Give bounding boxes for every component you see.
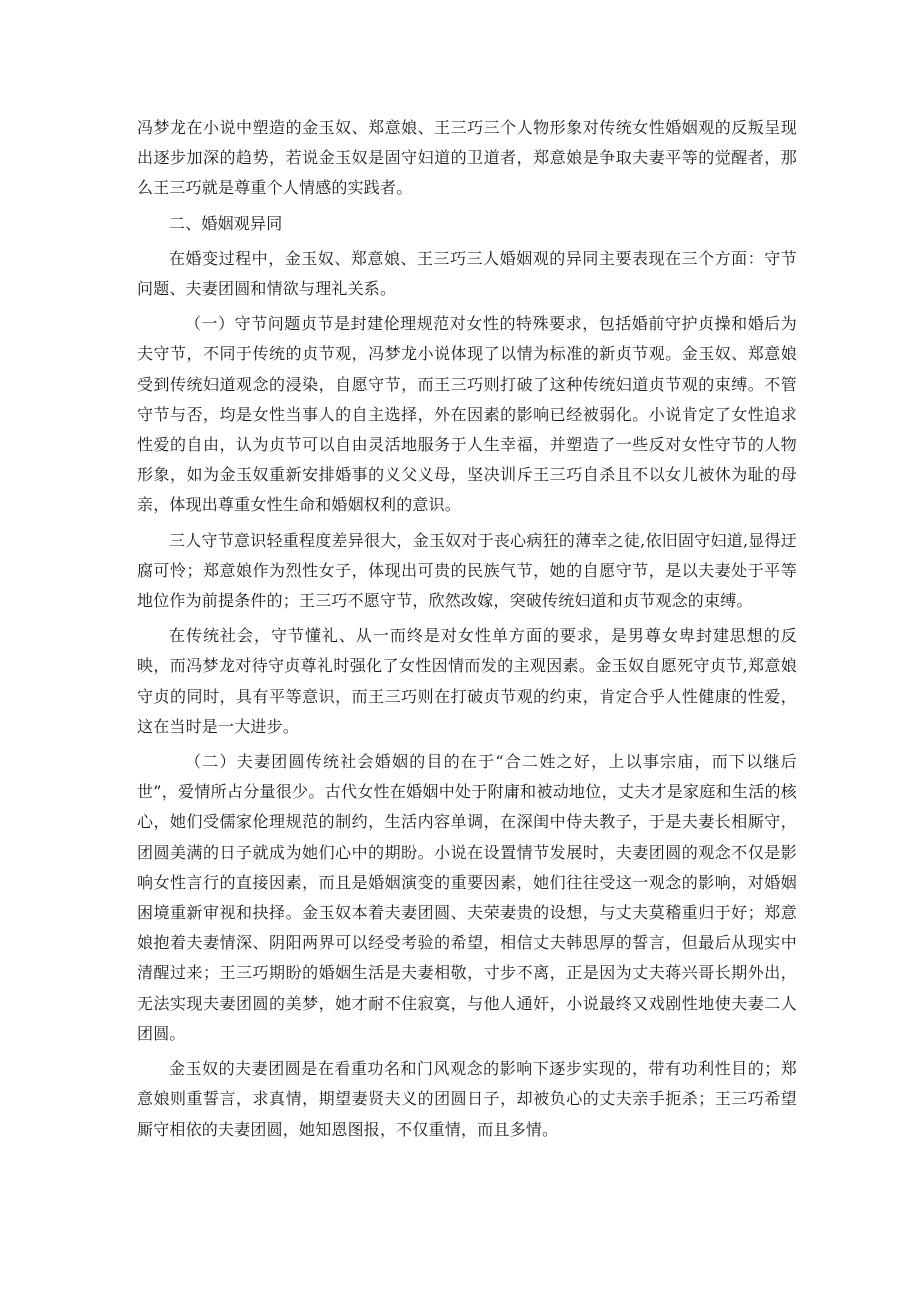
section-heading: 二、婚姻观异同 [169,213,283,233]
paragraph-reunion-comparison: 金玉奴的夫妻团圆是在看重功名和门风观念的影响下逐步实现的，带有功利性目的；郑意娘则重誓言，求真情，期望妻贤夫义的团圆日子，却被负心的丈夫亲手扼杀；王三巧希望厮守相依的夫妻团圆，她知恩图报，不仅重情，而且多情。 [137,1059,797,1139]
document-body [137,113,797,1150]
paragraph-chastity-comparison: 三人守节意识轻重程度差异很大，金玉奴对于丧心病狂的薄幸之徒,依旧固守妇道,显得迂腐可怜；郑意娘作为烈性女子，体现出可贵的民族气节，她的自愿守节，是以夫妻处于平等地位作为前提条件的；王三巧不愿守节，欣然改嫁，突破传统妇道和贞节观念的束缚。 [137,530,797,611]
paragraph-traditional-society: 在传统社会，守节懂礼、从一而终是对女性单方面的要求，是男尊女卑封建思想的反映，而冯梦龙对待守贞尊礼时强化了女性因情而发的主观因素。金玉奴自愿死守贞节,郑意娘守贞的同时，具有平等意识，而王三巧则在打破贞节观的约束，肯定合乎人性健康的性爱，这在当时是一大进步。 [137,626,797,736]
paragraph-intro-summary: 冯梦龙在小说中塑造的金玉奴、郑意娘、王三巧三个人物形象对传统女性婚姻观的反叛呈现出逐步加深的趋势，若说金玉奴是固守妇道的卫道者，郑意娘是争取夫妻平等的觉醒者，那么王三巧就是尊重个人情感的实践者。 [137,118,797,198]
paragraph-chastity-issue: （一）守节问题贞节是封建伦理规范对女性的特殊要求，包括婚前守护贞操和婚后为夫守节，不同于传统的贞节观，冯梦龙小说体现了以情为标准的新贞节观。金玉奴、郑意娘受到传统妇道观念的浸染，自愿守节，而王三巧则打破了这种传统妇道贞节观的束缚。不管守节与否，均是女性当事人的自主选择，外在因素的影响已经被弱化。小说肯定了女性追求性爱的自由，认为贞节可以自由灵活地服务于人生幸福，并塑造了一些反对女性守节的人物形象，如为金玉奴重新安排婚事的义父义母，坚决训斥王三巧自杀且不以女儿被休为耻的母亲，体现出尊重女性生命和婚姻权利的意识。 [137,314,797,515]
paragraph-reunion-issue: （二）夫妻团圆传统社会婚姻的目的在于“合二姓之好，上以事宗庙，而下以继后世”，爱情所占分量很少。古代女性在婚姻中处于附庸和被动地位，丈夫才是家庭和生活的核心，她们受儒家伦理规范的制约，生活内容单调，在深闺中侍夫教子，于是夫妻长相厮守，团圆美满的日子就成为她们心中的期盼。小说在设置情节发展时，夫妻团圆的观念不仅是影响女性言行的直接因素，而且是婚姻演变的重要因素，她们往往受这一观念的影响，对婚姻困境重新审视和抉择。金玉奴本着夫妻团圆、夫荣妻贵的设想，与丈夫莫稽重归于好；郑意娘抱着夫妻情深、阴阳两界可以经受考验的希望，相信丈夫韩思厚的誓言，但最后从现实中清醒过来；王三巧期盼的婚姻生活是夫妻相敬，寸步不离，正是因为丈夫蒋兴哥长期外出，无法实现夫妻团圆的美梦，她才耐不住寂寞，与他人通奸，小说最终又戏剧性地使夫妻二人团圆。 [137,752,797,1043]
paragraph-overview: 在婚变过程中，金玉奴、郑意娘、王三巧三人婚姻观的异同主要表现在三个方面：守节问题、夫妻团圆和情欲与理礼关系。 [137,248,797,299]
